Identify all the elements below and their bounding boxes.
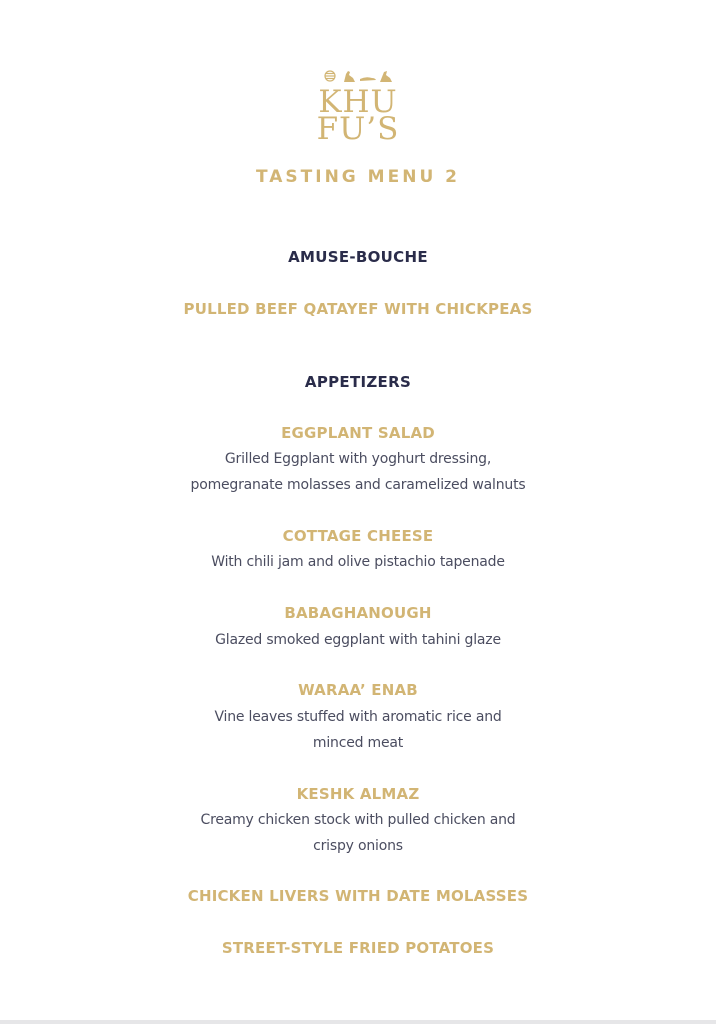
dish-name: EGGPLANT SALAD bbox=[281, 424, 435, 442]
horned-viper-icon bbox=[360, 77, 376, 81]
dish-name: PULLED BEEF QATAYEF WITH CHICKPEAS bbox=[183, 300, 533, 318]
seated-bird-icon bbox=[380, 71, 392, 82]
dish-name: BABAGHANOUGH bbox=[284, 604, 432, 622]
menu-title: TASTING MENU 2 bbox=[255, 167, 460, 187]
dish-name: COTTAGE CHEESE bbox=[282, 527, 434, 545]
dish-name: STREET-STYLE FRIED POTATOES bbox=[221, 939, 495, 957]
dish-description-line: With chili jam and olive pistachio tapenade bbox=[211, 554, 505, 570]
dish-description-line: minced meat bbox=[312, 735, 404, 751]
dish-description-line: crispy onions bbox=[313, 838, 403, 854]
logo-wordmark-line-1: KHU bbox=[318, 84, 398, 120]
dish-description-line: Glazed smoked eggplant with tahini glaze bbox=[215, 632, 501, 648]
dish-description-line: Creamy chicken stock with pulled chicken and bbox=[200, 812, 516, 828]
section-heading-amuse-bouche: AMUSE-BOUCHE bbox=[288, 248, 428, 266]
dish-description-line: pomegranate molasses and caramelized walnuts bbox=[190, 477, 526, 493]
dish-name: KESHK ALMAZ bbox=[296, 785, 420, 803]
logo-hieroglyphs bbox=[322, 68, 394, 84]
dish-name: CHICKEN LIVERS WITH DATE MOLASSES bbox=[187, 887, 529, 905]
logo-wordmark-line-2: FU’S bbox=[316, 111, 400, 147]
bird-icon bbox=[344, 71, 355, 82]
section-heading-appetizers: APPETIZERS bbox=[304, 373, 412, 391]
sun-disc-icon bbox=[325, 71, 335, 81]
dish-name: WARAA’ ENAB bbox=[298, 681, 418, 699]
page-bottom-edge bbox=[0, 1020, 716, 1024]
dish-description-line: Vine leaves stuffed with aromatic rice and bbox=[214, 709, 502, 725]
dish-description-line: Grilled Eggplant with yoghurt dressing, bbox=[224, 451, 492, 467]
